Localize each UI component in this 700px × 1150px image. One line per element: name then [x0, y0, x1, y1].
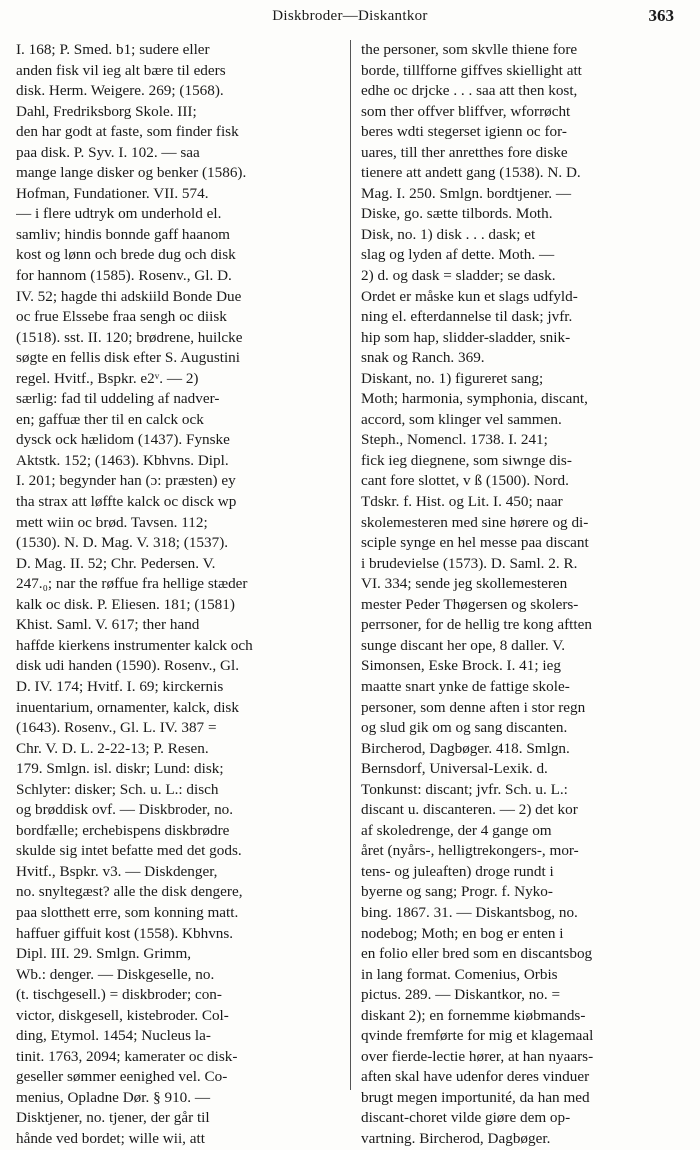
- text-line: samliv; hindis bonnde gaff haanom: [16, 225, 230, 243]
- text-line: hip som hap, slidder-sladder, snik-: [361, 328, 571, 346]
- text-line: borde, tillfforne giffves skiellight att: [361, 61, 582, 79]
- text-line: over fierde-lectie hører, at han nyaars-: [361, 1047, 594, 1065]
- text-line: Ordet er måske kun et slags udfyld-: [361, 287, 578, 305]
- text-line: IV. 52; hagde thi adskiild Bonde Due: [16, 287, 242, 305]
- text-line: edhe oc drjcke . . . saa att then kost,: [361, 82, 578, 100]
- text-line: brugt megen importunité, da han med: [361, 1088, 590, 1106]
- text-line: kalk oc disk. P. Eliesen. 181; (1581): [16, 595, 235, 613]
- text-line: søgte en fellis disk efter S. Augustini: [16, 349, 240, 367]
- text-line: anden fisk vil ieg alt bære til eders: [16, 61, 226, 79]
- text-line: discant-choret vilde giøre dem op-: [361, 1109, 571, 1127]
- text-line: Disk, no. 1) disk . . . dask; et: [361, 225, 536, 243]
- text-line: D. IV. 174; Hvitf. I. 69; kirckernis: [16, 677, 224, 695]
- text-line: geseller sømmer eenighed vel. Co-: [16, 1068, 228, 1086]
- text-line: paa disk. P. Syv. I. 102. — saa: [16, 143, 200, 161]
- text-line: i brudevielse (1573). D. Saml. 2. R.: [361, 554, 578, 572]
- text-line: tinit. 1763, 2094; kamerater oc disk-: [16, 1047, 238, 1065]
- text-line: tha strax att løffte kalck oc disck wp: [16, 493, 237, 511]
- text-line: kost og lønn och brede dug och disk: [16, 246, 236, 264]
- text-line: discant u. discanteren. — 2) det kor: [361, 801, 578, 819]
- text-line: sunge discant her ope, 8 daller. V.: [361, 636, 566, 654]
- text-line: Diske, go. sætte tilbords. Moth.: [361, 205, 553, 223]
- text-line: 2) d. og dask = sladder; se dask.: [361, 267, 556, 285]
- text-line: Bircherod, Dagbøger. 418. Smlgn.: [361, 739, 570, 757]
- text-line: haffuer giffuit kost (1558). Kbhvns.: [16, 924, 234, 942]
- text-line: Chr. V. D. L. 2-22-13; P. Resen.: [16, 739, 209, 757]
- text-line: nodebog; Moth; en bog er enten i: [361, 924, 564, 942]
- text-line: byerne og sang; Progr. f. Nyko-: [361, 883, 553, 901]
- text-line: særlig: fad til uddeling af nadver-: [16, 390, 220, 408]
- text-line: beres wdti stegerset igienn oc for-: [361, 123, 567, 141]
- text-line: Steph., Nomencl. 1738. I. 241;: [361, 431, 548, 449]
- text-line: pictus. 289. — Diskantkor, no. =: [361, 986, 561, 1004]
- text-line: Moth; harmonia, symphonia, discant,: [361, 390, 588, 408]
- text-line: VI. 334; sende jeg skollemesteren: [361, 575, 568, 593]
- text-line: fick ieg diegnene, som siwnge dis-: [361, 451, 572, 469]
- page-number: 363: [648, 6, 674, 25]
- text-line: slag og lyden af dette. Moth. —: [361, 246, 555, 264]
- text-line: paa slotthett erre, som konning matt.: [16, 903, 239, 921]
- text-line: Schlyter: disker; Sch. u. L.: disch: [16, 780, 219, 798]
- text-line: en folio eller bred som en discantsbog: [361, 945, 593, 963]
- text-line: in lang format. Comenius, Orbis: [361, 965, 558, 983]
- text-line: menius, Opladne Dør. § 910. —: [16, 1088, 211, 1106]
- text-line: bing. 1867. 31. — Diskantsbog, no.: [361, 903, 578, 921]
- text-line: the personer, som skvlle thiene fore: [361, 41, 578, 58]
- text-line: Wb.: denger. — Diskgeselle, no.: [16, 965, 215, 983]
- text-line: I. 201; begynder han (ɔ: præsten) ey: [16, 472, 236, 490]
- text-line: I. 168; P. Smed. b1; sudere eller: [16, 41, 210, 58]
- text-line: tienere att andett gang (1538). N. D.: [361, 164, 581, 182]
- text-line: Hofman, Fundationer. VII. 574.: [16, 184, 209, 202]
- text-line: Disktjener, no. tjener, der går til: [16, 1109, 210, 1127]
- text-line: året (nyårs-, helligtrekongers-, mor-: [361, 842, 579, 860]
- text-line: Diskant, no. 1) figureret sang;: [361, 369, 544, 387]
- text-line: dysck ock hælidom (1437). Fynske: [16, 431, 230, 449]
- text-line: mester Peder Thøgersen og skolers-: [361, 595, 579, 613]
- text-line: Aktstk. 152; (1463). Kbhvns. Dipl.: [16, 451, 229, 469]
- text-line: (t. tischgesell.) = diskbroder; con-: [16, 986, 222, 1004]
- text-line: perrsoner, for de hellig tre kong aftten: [361, 616, 592, 634]
- text-line: (1518). sst. II. 120; brødrene, huilcke: [16, 328, 243, 346]
- text-line: en; gaffuæ ther til en calck ock: [16, 410, 204, 428]
- text-line: for hannom (1585). Rosenv., Gl. D.: [16, 267, 232, 285]
- column-divider: [350, 40, 351, 1090]
- text-line: uares, till ther anretthes fore diske: [361, 143, 568, 161]
- text-line: snak og Ranch. 369.: [361, 349, 485, 367]
- text-line: personer, som denne aften i stor regn: [361, 698, 586, 716]
- text-line: skulde sig intet befatte med det gods.: [16, 842, 242, 860]
- right-column: [361, 40, 687, 1150]
- text-line: D. Mag. II. 52; Chr. Pedersen. V.: [16, 554, 216, 572]
- text-line: af skoledrenge, der 4 gange om: [361, 821, 552, 839]
- text-line: ning el. efterdannelse til dask; jvfr.: [361, 308, 573, 326]
- text-line: aften skal have udenfor deres vinduer: [361, 1068, 590, 1086]
- text-line: Khist. Saml. V. 617; ther hand: [16, 616, 200, 634]
- left-column: [16, 40, 342, 1150]
- text-line: victor, diskgesell, kistebroder. Col-: [16, 1006, 229, 1024]
- text-line: Bernsdorf, Universal-Lexik. d.: [361, 760, 548, 778]
- text-line: disk udi handen (1590). Rosenv., Gl.: [16, 657, 240, 675]
- text-line: skolemesteren med sine hørere og di-: [361, 513, 589, 531]
- text-line: 247.₀; nar the røffue fra hellige stæder: [16, 575, 248, 593]
- text-line: sciple synge en hel messe paa discant: [361, 534, 589, 552]
- text-line: ding, Etymol. 1454; Nucleus la-: [16, 1027, 211, 1045]
- text-line: haffde kierkens instrumenter kalck och: [16, 636, 253, 654]
- text-line: cant fore slottet, v ß (1500). Nord.: [361, 472, 569, 490]
- text-line: inuentarium, ornamenter, kalck, disk: [16, 698, 239, 716]
- text-line: — i flere udtryk om underhold el.: [16, 205, 222, 223]
- text-line: og brøddisk ovf. — Diskbroder, no.: [16, 801, 234, 819]
- text-line: bordfælle; erchebispens diskbrødre: [16, 821, 230, 839]
- text-line: maatte snart ynke de fattige skole-: [361, 677, 570, 695]
- text-line: oc frue Elssebe fraa sengh oc diisk: [16, 308, 227, 326]
- text-line: Hvitf., Bspkr. v3. — Diskdenger,: [16, 862, 218, 880]
- text-line: Dipl. III. 29. Smlgn. Grimm,: [16, 945, 192, 963]
- text-line: (1643). Rosenv., Gl. L. IV. 387 =: [16, 719, 217, 737]
- text-line: regel. Hvitf., Bspkr. e2ᵛ. — 2): [16, 369, 199, 387]
- text-line: Tonkunst: discant; jvfr. Sch. u. L.:: [361, 780, 568, 798]
- text-line: Simonsen, Eske Brock. I. 41; ieg: [361, 657, 561, 675]
- text-line: diskant 2); en fornemme kiøbmands-: [361, 1006, 586, 1024]
- text-line: Dahl, Fredriksborg Skole. III;: [16, 102, 197, 120]
- text-line: (1530). N. D. Mag. V. 318; (1537).: [16, 534, 229, 552]
- text-line: mett wiin oc brød. Tavsen. 112;: [16, 513, 208, 531]
- text-line: no. snyltegæst? alle the disk dengere,: [16, 883, 243, 901]
- text-line: hånde ved bordet; wille wii, att: [16, 1129, 205, 1147]
- text-line: den har godt at faste, som finder fisk: [16, 123, 239, 141]
- text-line: vartning. Bircherod, Dagbøger.: [361, 1129, 551, 1147]
- text-line: Tdskr. f. Hist. og Lit. I. 450; naar: [361, 493, 563, 511]
- running-head: Diskbroder—Diskantkor: [272, 8, 428, 24]
- text-line: 179. Smlgn. isl. diskr; Lund: disk;: [16, 760, 224, 778]
- text-line: tens- og juleaften) droge rundt i: [361, 862, 554, 880]
- text-line: mange lange disker og benker (1586).: [16, 164, 247, 182]
- text-line: og slud gik om og sang discanten.: [361, 719, 568, 737]
- text-line: Mag. I. 250. Smlgn. bordtjener. —: [361, 184, 572, 202]
- text-line: qvinde fremførte for mig et klagemaal: [361, 1027, 594, 1045]
- text-line: disk. Herm. Weigere. 269; (1568).: [16, 82, 224, 100]
- page-header: [0, 0, 700, 34]
- text-line: accord, som klinger vel sammen.: [361, 410, 562, 428]
- text-line: som ther offver bliffver, wforrøcht: [361, 102, 571, 120]
